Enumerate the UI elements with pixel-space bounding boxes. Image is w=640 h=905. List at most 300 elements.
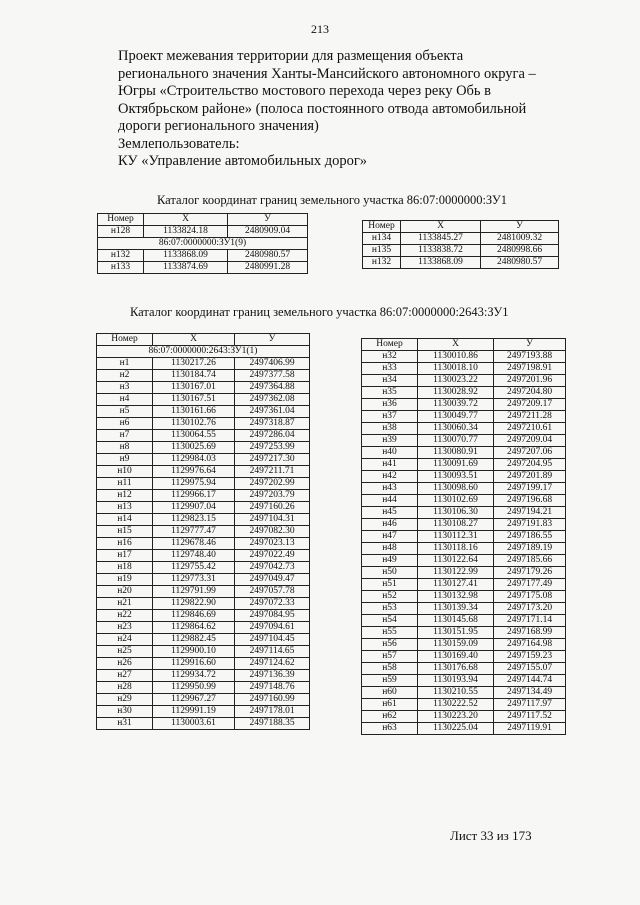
point-number-cell: н35 [362, 387, 418, 399]
point-number-cell: н5 [97, 406, 153, 418]
x-coordinate-cell: 1130169.40 [418, 651, 494, 663]
table-row [97, 658, 310, 670]
x-coordinate-cell: 1130080.91 [418, 447, 494, 459]
x-coordinate-cell: 1130217.26 [153, 358, 235, 370]
point-number-cell: н20 [97, 586, 153, 598]
y-coordinate-cell: 2497164.98 [494, 639, 566, 651]
column-header-number: Номер [362, 339, 418, 351]
point-number-cell: н50 [362, 567, 418, 579]
catalog-1-title: Каталог координат границ земельного участка 86:07:0000000:ЗУ1 [157, 193, 507, 207]
y-coordinate-cell: 2497253.99 [235, 442, 310, 454]
y-coordinate-cell: 2497177.49 [494, 579, 566, 591]
table-row [362, 711, 566, 723]
y-coordinate-cell: 2497211.71 [235, 466, 310, 478]
point-number-cell: н134 [363, 233, 401, 245]
point-number-cell: н49 [362, 555, 418, 567]
x-coordinate-cell: 1130176.68 [418, 663, 494, 675]
sheet-number: Лист 33 из 173 [450, 828, 532, 843]
x-coordinate-cell: 1130151.95 [418, 627, 494, 639]
column-header-y: У [228, 214, 308, 226]
point-number-cell: н133 [98, 262, 144, 274]
x-coordinate-cell: 1129975.94 [153, 478, 235, 490]
x-coordinate-cell: 1129748.40 [153, 550, 235, 562]
catalog-2-title: Каталог координат границ земельного участка 86:07:0000000:2643:ЗУ1 [130, 305, 509, 319]
table-row [363, 233, 559, 245]
column-header-number: Номер [363, 221, 401, 233]
point-number-cell: н31 [97, 718, 153, 730]
x-coordinate-cell: 1130106.30 [418, 507, 494, 519]
table-row [97, 646, 310, 658]
x-coordinate-cell: 1133845.27 [401, 233, 481, 245]
table-row [362, 615, 566, 627]
table-row [97, 394, 310, 406]
y-coordinate-cell: 2497362.08 [235, 394, 310, 406]
point-number-cell: н135 [363, 245, 401, 257]
table-row [98, 226, 308, 238]
x-coordinate-cell: 1130145.68 [418, 615, 494, 627]
table-row [363, 257, 559, 269]
table-row [97, 514, 310, 526]
parcel-subheader: 86:07:0000000:2643:ЗУ1(1) [97, 346, 310, 358]
table-row [362, 363, 566, 375]
y-coordinate-cell: 2497198.91 [494, 363, 566, 375]
x-coordinate-cell: 1129976.64 [153, 466, 235, 478]
point-number-cell: н55 [362, 627, 418, 639]
table-row [362, 699, 566, 711]
header-line: Землепользователь: [118, 135, 240, 152]
table-row [97, 562, 310, 574]
table-row [97, 718, 310, 730]
x-coordinate-cell: 1130159.09 [418, 639, 494, 651]
y-coordinate-cell: 2497171.14 [494, 615, 566, 627]
y-coordinate-cell: 2497204.80 [494, 387, 566, 399]
table-row [362, 423, 566, 435]
x-coordinate-cell: 1130108.27 [418, 519, 494, 531]
table-row [97, 358, 310, 370]
x-coordinate-cell: 1129900.10 [153, 646, 235, 658]
point-number-cell: н8 [97, 442, 153, 454]
table-row [362, 675, 566, 687]
x-coordinate-cell: 1133824.18 [144, 226, 228, 238]
y-coordinate-cell: 2497175.08 [494, 591, 566, 603]
table-header-row [98, 214, 308, 226]
point-number-cell: н38 [362, 423, 418, 435]
table-row [98, 250, 308, 262]
x-coordinate-cell: 1130210.55 [418, 687, 494, 699]
table-row [362, 399, 566, 411]
table-subheader-row [98, 238, 308, 250]
y-coordinate-cell: 2497202.99 [235, 478, 310, 490]
point-number-cell: н63 [362, 723, 418, 735]
table-row [97, 538, 310, 550]
table-row [97, 670, 310, 682]
table-row [97, 586, 310, 598]
point-number-cell: н40 [362, 447, 418, 459]
point-number-cell: н41 [362, 459, 418, 471]
table-row [362, 447, 566, 459]
x-coordinate-cell: 1129984.03 [153, 454, 235, 466]
x-coordinate-cell: 1130049.77 [418, 411, 494, 423]
y-coordinate-cell: 2497114.65 [235, 646, 310, 658]
y-coordinate-cell: 2480980.57 [481, 257, 559, 269]
x-coordinate-cell: 1130064.55 [153, 430, 235, 442]
y-coordinate-cell: 2497160.26 [235, 502, 310, 514]
point-number-cell: н6 [97, 418, 153, 430]
catalog-2-right-table [361, 338, 566, 735]
x-coordinate-cell: 1130132.98 [418, 591, 494, 603]
point-number-cell: н51 [362, 579, 418, 591]
x-coordinate-cell: 1130222.52 [418, 699, 494, 711]
x-coordinate-cell: 1130161.66 [153, 406, 235, 418]
y-coordinate-cell: 2497168.99 [494, 627, 566, 639]
point-number-cell: н61 [362, 699, 418, 711]
point-number-cell: н24 [97, 634, 153, 646]
x-coordinate-cell: 1130167.01 [153, 382, 235, 394]
x-coordinate-cell: 1130098.60 [418, 483, 494, 495]
column-header-x: X [144, 214, 228, 226]
y-coordinate-cell: 2497117.52 [494, 711, 566, 723]
column-header-y: У [481, 221, 559, 233]
catalog-2-left-table [96, 333, 310, 730]
table-row [362, 459, 566, 471]
table-row [362, 507, 566, 519]
y-coordinate-cell: 2497144.74 [494, 675, 566, 687]
column-header-number: Номер [97, 334, 153, 346]
column-header-x: X [418, 339, 494, 351]
y-coordinate-cell: 2497134.49 [494, 687, 566, 699]
table-row [362, 387, 566, 399]
table-row [362, 411, 566, 423]
point-number-cell: н44 [362, 495, 418, 507]
x-coordinate-cell: 1130060.34 [418, 423, 494, 435]
header-line: регионального значения Ханты-Мансийского автономного округа – [118, 65, 536, 82]
point-number-cell: н28 [97, 682, 153, 694]
point-number-cell: н27 [97, 670, 153, 682]
y-coordinate-cell: 2497104.31 [235, 514, 310, 526]
x-coordinate-cell: 1130184.74 [153, 370, 235, 382]
point-number-cell: н37 [362, 411, 418, 423]
catalog-1-left-table [97, 213, 308, 274]
point-number-cell: н22 [97, 610, 153, 622]
table-row [97, 634, 310, 646]
y-coordinate-cell: 2497179.26 [494, 567, 566, 579]
table-header-row [362, 339, 566, 351]
point-number-cell: н21 [97, 598, 153, 610]
table-row [362, 579, 566, 591]
x-coordinate-cell: 1130118.16 [418, 543, 494, 555]
table-row [362, 687, 566, 699]
y-coordinate-cell: 2497022.49 [235, 550, 310, 562]
x-coordinate-cell: 1129773.31 [153, 574, 235, 586]
table-row [362, 627, 566, 639]
y-coordinate-cell: 2497072.33 [235, 598, 310, 610]
point-number-cell: н43 [362, 483, 418, 495]
x-coordinate-cell: 1129864.62 [153, 622, 235, 634]
column-header-x: X [153, 334, 235, 346]
table-header-row [97, 334, 310, 346]
point-number-cell: н14 [97, 514, 153, 526]
table-row [97, 490, 310, 502]
y-coordinate-cell: 2497377.58 [235, 370, 310, 382]
table-row [362, 471, 566, 483]
table-row [97, 430, 310, 442]
x-coordinate-cell: 1130102.76 [153, 418, 235, 430]
table-row [97, 694, 310, 706]
y-coordinate-cell: 2497124.62 [235, 658, 310, 670]
x-coordinate-cell: 1130070.77 [418, 435, 494, 447]
point-number-cell: н29 [97, 694, 153, 706]
header-line: дороги регионального значения) [118, 118, 319, 134]
point-number-cell: н9 [97, 454, 153, 466]
table-row [362, 543, 566, 555]
y-coordinate-cell: 2497082.30 [235, 526, 310, 538]
y-coordinate-cell: 2497148.76 [235, 682, 310, 694]
point-number-cell: н39 [362, 435, 418, 447]
table-row [362, 723, 566, 735]
header-line: Югры «Строительство мостового перехода через реку Обь в [118, 83, 491, 99]
x-coordinate-cell: 1133868.09 [144, 250, 228, 262]
y-coordinate-cell: 2497173.20 [494, 603, 566, 615]
x-coordinate-cell: 1129950.99 [153, 682, 235, 694]
point-number-cell: н2 [97, 370, 153, 382]
y-coordinate-cell: 2480998.66 [481, 245, 559, 257]
column-header-y: У [235, 334, 310, 346]
y-coordinate-cell: 2497193.88 [494, 351, 566, 363]
table-row [362, 591, 566, 603]
point-number-cell: н17 [97, 550, 153, 562]
header-line: Октябрьском районе» (полоса постоянного отвода автомобильной [118, 100, 527, 117]
point-number-cell: н18 [97, 562, 153, 574]
x-coordinate-cell: 1129755.42 [153, 562, 235, 574]
table-row [362, 603, 566, 615]
point-number-cell: н32 [362, 351, 418, 363]
table-row [362, 495, 566, 507]
point-number-cell: н12 [97, 490, 153, 502]
table-subheader-row [97, 346, 310, 358]
point-number-cell: н1 [97, 358, 153, 370]
x-coordinate-cell: 1129934.72 [153, 670, 235, 682]
table-row [362, 663, 566, 675]
table-row [97, 442, 310, 454]
point-number-cell: н19 [97, 574, 153, 586]
y-coordinate-cell: 2497286.04 [235, 430, 310, 442]
table-row [362, 531, 566, 543]
x-coordinate-cell: 1133868.09 [401, 257, 481, 269]
table-row [97, 550, 310, 562]
y-coordinate-cell: 2497104.45 [235, 634, 310, 646]
table-header-row [363, 221, 559, 233]
table-row [97, 418, 310, 430]
y-coordinate-cell: 2497203.79 [235, 490, 310, 502]
y-coordinate-cell: 2497201.96 [494, 375, 566, 387]
x-coordinate-cell: 1130003.61 [153, 718, 235, 730]
column-header-x: X [401, 221, 481, 233]
point-number-cell: н36 [362, 399, 418, 411]
x-coordinate-cell: 1130039.72 [418, 399, 494, 411]
y-coordinate-cell: 2480909.04 [228, 226, 308, 238]
y-coordinate-cell: 2497364.88 [235, 382, 310, 394]
table-row [362, 375, 566, 387]
x-coordinate-cell: 1130028.92 [418, 387, 494, 399]
x-coordinate-cell: 1133874.69 [144, 262, 228, 274]
point-number-cell: н42 [362, 471, 418, 483]
y-coordinate-cell: 2497194.21 [494, 507, 566, 519]
x-coordinate-cell: 1130193.94 [418, 675, 494, 687]
point-number-cell: н34 [362, 375, 418, 387]
table-row [97, 370, 310, 382]
y-coordinate-cell: 2497119.91 [494, 723, 566, 735]
header-line: Проект межевания территории для размещения объекта [118, 48, 464, 64]
x-coordinate-cell: 1129823.15 [153, 514, 235, 526]
y-coordinate-cell: 2497201.89 [494, 471, 566, 483]
x-coordinate-cell: 1129907.04 [153, 502, 235, 514]
point-number-cell: н46 [362, 519, 418, 531]
table-row [97, 610, 310, 622]
catalog-1-right-table [362, 220, 559, 269]
table-row [362, 651, 566, 663]
x-coordinate-cell: 1129777.47 [153, 526, 235, 538]
y-coordinate-cell: 2497042.73 [235, 562, 310, 574]
table-row [362, 555, 566, 567]
y-coordinate-cell: 2480980.57 [228, 250, 308, 262]
x-coordinate-cell: 1129916.60 [153, 658, 235, 670]
x-coordinate-cell: 1130127.41 [418, 579, 494, 591]
x-coordinate-cell: 1130139.34 [418, 603, 494, 615]
table-row [362, 567, 566, 579]
x-coordinate-cell: 1129678.46 [153, 538, 235, 550]
y-coordinate-cell: 2497136.39 [235, 670, 310, 682]
y-coordinate-cell: 2497159.23 [494, 651, 566, 663]
y-coordinate-cell: 2497049.47 [235, 574, 310, 586]
x-coordinate-cell: 1130102.69 [418, 495, 494, 507]
point-number-cell: н47 [362, 531, 418, 543]
table-row [97, 706, 310, 718]
header-line: КУ «Управление автомобильных дорог» [118, 153, 368, 169]
x-coordinate-cell: 1130223.20 [418, 711, 494, 723]
x-coordinate-cell: 1129882.45 [153, 634, 235, 646]
y-coordinate-cell: 2497155.07 [494, 663, 566, 675]
y-coordinate-cell: 2497217.30 [235, 454, 310, 466]
document-header [118, 48, 588, 171]
point-number-cell: н62 [362, 711, 418, 723]
y-coordinate-cell: 2497209.17 [494, 399, 566, 411]
x-coordinate-cell: 1130025.69 [153, 442, 235, 454]
page-number: 213 [311, 22, 329, 36]
y-coordinate-cell: 2497204.95 [494, 459, 566, 471]
point-number-cell: н26 [97, 658, 153, 670]
point-number-cell: н10 [97, 466, 153, 478]
y-coordinate-cell: 2497318.87 [235, 418, 310, 430]
y-coordinate-cell: 2497186.55 [494, 531, 566, 543]
point-number-cell: н53 [362, 603, 418, 615]
parcel-subheader: 86:07:0000000:ЗУ1(9) [98, 238, 308, 250]
y-coordinate-cell: 2497057.78 [235, 586, 310, 598]
x-coordinate-cell: 1129791.99 [153, 586, 235, 598]
point-number-cell: н15 [97, 526, 153, 538]
point-number-cell: н4 [97, 394, 153, 406]
point-number-cell: н33 [362, 363, 418, 375]
table-row [97, 574, 310, 586]
x-coordinate-cell: 1130093.51 [418, 471, 494, 483]
point-number-cell: н56 [362, 639, 418, 651]
y-coordinate-cell: 2497199.17 [494, 483, 566, 495]
point-number-cell: н13 [97, 502, 153, 514]
table-row [97, 406, 310, 418]
table-row [97, 622, 310, 634]
x-coordinate-cell: 1130122.99 [418, 567, 494, 579]
y-coordinate-cell: 2497191.83 [494, 519, 566, 531]
x-coordinate-cell: 1130091.69 [418, 459, 494, 471]
point-number-cell: н30 [97, 706, 153, 718]
point-number-cell: н16 [97, 538, 153, 550]
y-coordinate-cell: 2497196.68 [494, 495, 566, 507]
x-coordinate-cell: 1129846.69 [153, 610, 235, 622]
x-coordinate-cell: 1129967.27 [153, 694, 235, 706]
point-number-cell: н58 [362, 663, 418, 675]
point-number-cell: н11 [97, 478, 153, 490]
y-coordinate-cell: 2497406.99 [235, 358, 310, 370]
x-coordinate-cell: 1130010.86 [418, 351, 494, 363]
y-coordinate-cell: 2497084.95 [235, 610, 310, 622]
y-coordinate-cell: 2497188.35 [235, 718, 310, 730]
table-row [362, 435, 566, 447]
table-row [98, 262, 308, 274]
x-coordinate-cell: 1129991.19 [153, 706, 235, 718]
column-header-y: У [494, 339, 566, 351]
x-coordinate-cell: 1130112.31 [418, 531, 494, 543]
point-number-cell: н48 [362, 543, 418, 555]
table-row [362, 483, 566, 495]
column-header-number: Номер [98, 214, 144, 226]
point-number-cell: н128 [98, 226, 144, 238]
table-row [97, 502, 310, 514]
point-number-cell: н132 [363, 257, 401, 269]
point-number-cell: н7 [97, 430, 153, 442]
table-row [362, 519, 566, 531]
x-coordinate-cell: 1133838.72 [401, 245, 481, 257]
point-number-cell: н60 [362, 687, 418, 699]
y-coordinate-cell: 2480991.28 [228, 262, 308, 274]
y-coordinate-cell: 2497178.01 [235, 706, 310, 718]
x-coordinate-cell: 1130122.64 [418, 555, 494, 567]
table-row [97, 382, 310, 394]
y-coordinate-cell: 2497210.61 [494, 423, 566, 435]
x-coordinate-cell: 1130023.22 [418, 375, 494, 387]
x-coordinate-cell: 1129966.17 [153, 490, 235, 502]
y-coordinate-cell: 2497185.66 [494, 555, 566, 567]
y-coordinate-cell: 2497361.04 [235, 406, 310, 418]
point-number-cell: н3 [97, 382, 153, 394]
point-number-cell: н23 [97, 622, 153, 634]
y-coordinate-cell: 2497117.97 [494, 699, 566, 711]
x-coordinate-cell: 1130167.51 [153, 394, 235, 406]
y-coordinate-cell: 2481009.32 [481, 233, 559, 245]
table-row [97, 466, 310, 478]
table-row [97, 478, 310, 490]
y-coordinate-cell: 2497211.28 [494, 411, 566, 423]
table-row [362, 351, 566, 363]
point-number-cell: н57 [362, 651, 418, 663]
table-row [97, 526, 310, 538]
y-coordinate-cell: 2497207.06 [494, 447, 566, 459]
table-row [97, 598, 310, 610]
y-coordinate-cell: 2497160.99 [235, 694, 310, 706]
x-coordinate-cell: 1130018.10 [418, 363, 494, 375]
table-row [363, 245, 559, 257]
point-number-cell: н54 [362, 615, 418, 627]
point-number-cell: н25 [97, 646, 153, 658]
y-coordinate-cell: 2497209.04 [494, 435, 566, 447]
